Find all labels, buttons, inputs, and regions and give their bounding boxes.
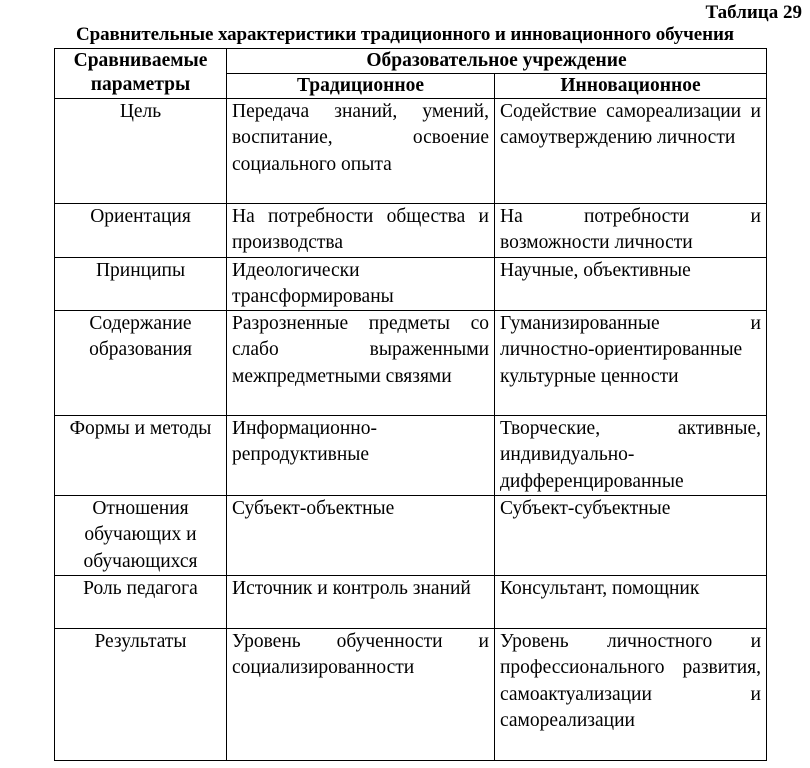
table-row [55,204,767,258]
innovative-cell: Научные, объективные [495,257,767,311]
table-row [55,257,767,311]
innovative-cell: Гуманизированные и личностно-ориентированные культурные ценности [495,311,767,416]
innovative-cell: На потребности и возможности личности [495,204,767,258]
innovative-header: Инновационное [495,74,767,99]
table-row [55,416,767,496]
traditional-cell: Передача знаний, умений, воспитание, освоение социального опыта [227,99,495,204]
traditional-cell: Идеологически трансформированы [227,257,495,311]
innovative-cell: Содействие самореализации и самоутверждению личности [495,99,767,204]
param-cell: Роль педагога [55,576,227,629]
traditional-cell: На потребности общества и производства [227,204,495,258]
traditional-cell: Разрозненные предметы со слабо выраженными межпредметными связями [227,311,495,416]
param-cell: Принципы [55,257,227,311]
param-cell: Цель [55,99,227,204]
table-caption: Сравнительные характеристики традиционного и инновационного обучения [76,24,734,45]
traditional-header: Традиционное [227,74,495,99]
innovative-cell: Субъект-субъектные [495,496,767,576]
table-row [55,311,767,416]
param-cell: Результаты [55,629,227,761]
params-header-line1: Сравниваемые [73,50,208,71]
params-header-line2: параметры [90,74,191,95]
institution-header: Образовательное учреждение [227,49,767,74]
header-row-1 [55,49,767,74]
param-cell: Содержание образования [55,311,227,416]
innovative-cell: Уровень личностного и профессионального развития, самоактуализации и самореализации [495,629,767,761]
traditional-cell: Информационно-репродуктивные [227,416,495,496]
innovative-cell: Консультант, помощник [495,576,767,629]
traditional-cell: Субъект-объектные [227,496,495,576]
innovative-cell: Творческие, активные, индивидуально-дифференцированные [495,416,767,496]
param-cell: Отношения обучающих и обучающихся [55,496,227,576]
comparison-table [54,48,767,761]
table-row [55,496,767,576]
table-row [55,629,767,761]
table-number: Таблица 29 [705,2,802,23]
param-cell: Ориентация [55,204,227,258]
param-cell: Формы и методы [55,416,227,496]
params-header [55,49,227,99]
traditional-cell: Уровень обученности и социализированности [227,629,495,761]
table-row [55,99,767,204]
table-row [55,576,767,629]
traditional-cell: Источник и контроль знаний [227,576,495,629]
